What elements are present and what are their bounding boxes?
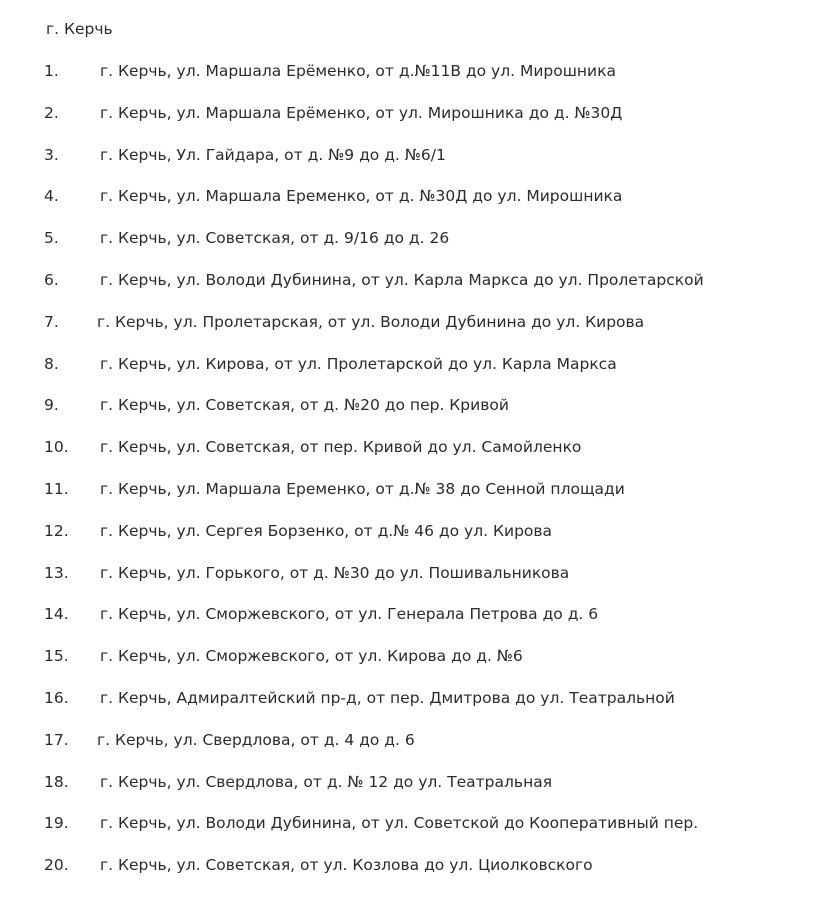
item-text: г. Керчь, ул. Володи Дубинина, от ул. Карла Маркса до ул. Пролетарской [100,270,704,289]
item-text: г. Керчь, ул. Сморжевского, от ул. Кирова до д. №6 [100,647,523,666]
item-text: г. Керчь, ул. Кирова, от ул. Пролетарской до ул. Карла Маркса [100,354,617,373]
item-number: 4. [44,187,59,206]
item-text: г. Керчь, ул. Пролетарская, от ул. Володи Дубинина до ул. Кирова [97,312,645,331]
item-text: г. Керчь, Ул. Гайдара, от д. №9 до д. №6/1 [100,145,446,164]
item-text: г. Керчь, ул. Свердлова, от д. 4 до д. 6 [97,730,415,749]
item-text: г. Керчь, ул. Маршала Ерёменко, от ул. Мирошника до д. №30Д [100,103,623,122]
item-number: 14. [44,605,69,624]
item-number: 10. [44,438,69,457]
item-text: г. Керчь, ул. Советская, от пер. Кривой до ул. Самойленко [100,438,582,457]
item-number: 6. [44,270,59,289]
item-text: г. Керчь, ул. Свердлова, от д. № 12 до ул. Театральная [100,772,553,791]
item-number: 3. [44,145,59,164]
item-text: г. Керчь, ул. Володи Дубинина, от ул. Советской до Кооперативный пер. [100,814,699,833]
document-heading: г. Керчь [46,20,113,38]
item-number: 1. [44,62,59,80]
item-number: 12. [44,521,69,540]
item-text: г. Керчь, ул. Маршала Еременко, от д. №30Д до ул. Мирошника [100,187,623,206]
item-number: 20. [44,856,69,875]
item-number: 19. [44,814,69,833]
item-text: г. Керчь, ул. Советская, от д. 9/16 до д. 26 [100,229,450,248]
item-text: г. Керчь, ул. Советская, от д. №20 до пер. Кривой [100,396,509,415]
item-number: 2. [44,103,59,122]
item-number: 15. [44,647,69,666]
item-number: 16. [44,688,69,707]
item-number: 7. [44,312,59,331]
item-number: 11. [44,479,69,498]
item-number: 18. [44,772,69,791]
item-number: 8. [44,354,59,373]
item-number: 9. [44,396,59,415]
item-text: г. Керчь, ул. Сергея Борзенко, от д.№ 46 до ул. Кирова [100,521,553,540]
item-text: г. Керчь, ул. Горького, от д. №30 до ул. Пошивальникова [100,563,570,582]
item-text: г. Керчь, Адмиралтейский пр-д, от пер. Дмитрова до ул. Театральной [100,688,675,707]
item-text: г. Керчь, ул. Советская, от ул. Козлова до ул. Циолковского [100,856,593,875]
item-number: 5. [44,229,59,248]
item-text: г. Керчь, ул. Сморжевского, от ул. Генерала Петрова до д. 6 [100,605,599,624]
item-number: 13. [44,563,69,582]
item-number: 17. [44,730,69,749]
item-text: г. Керчь, ул. Маршала Еременко, от д.№ 38 до Сенной площади [100,479,625,498]
item-text: г. Керчь, ул. Маршала Ерёменко, от д.№11В до ул. Мирошника [100,62,616,80]
